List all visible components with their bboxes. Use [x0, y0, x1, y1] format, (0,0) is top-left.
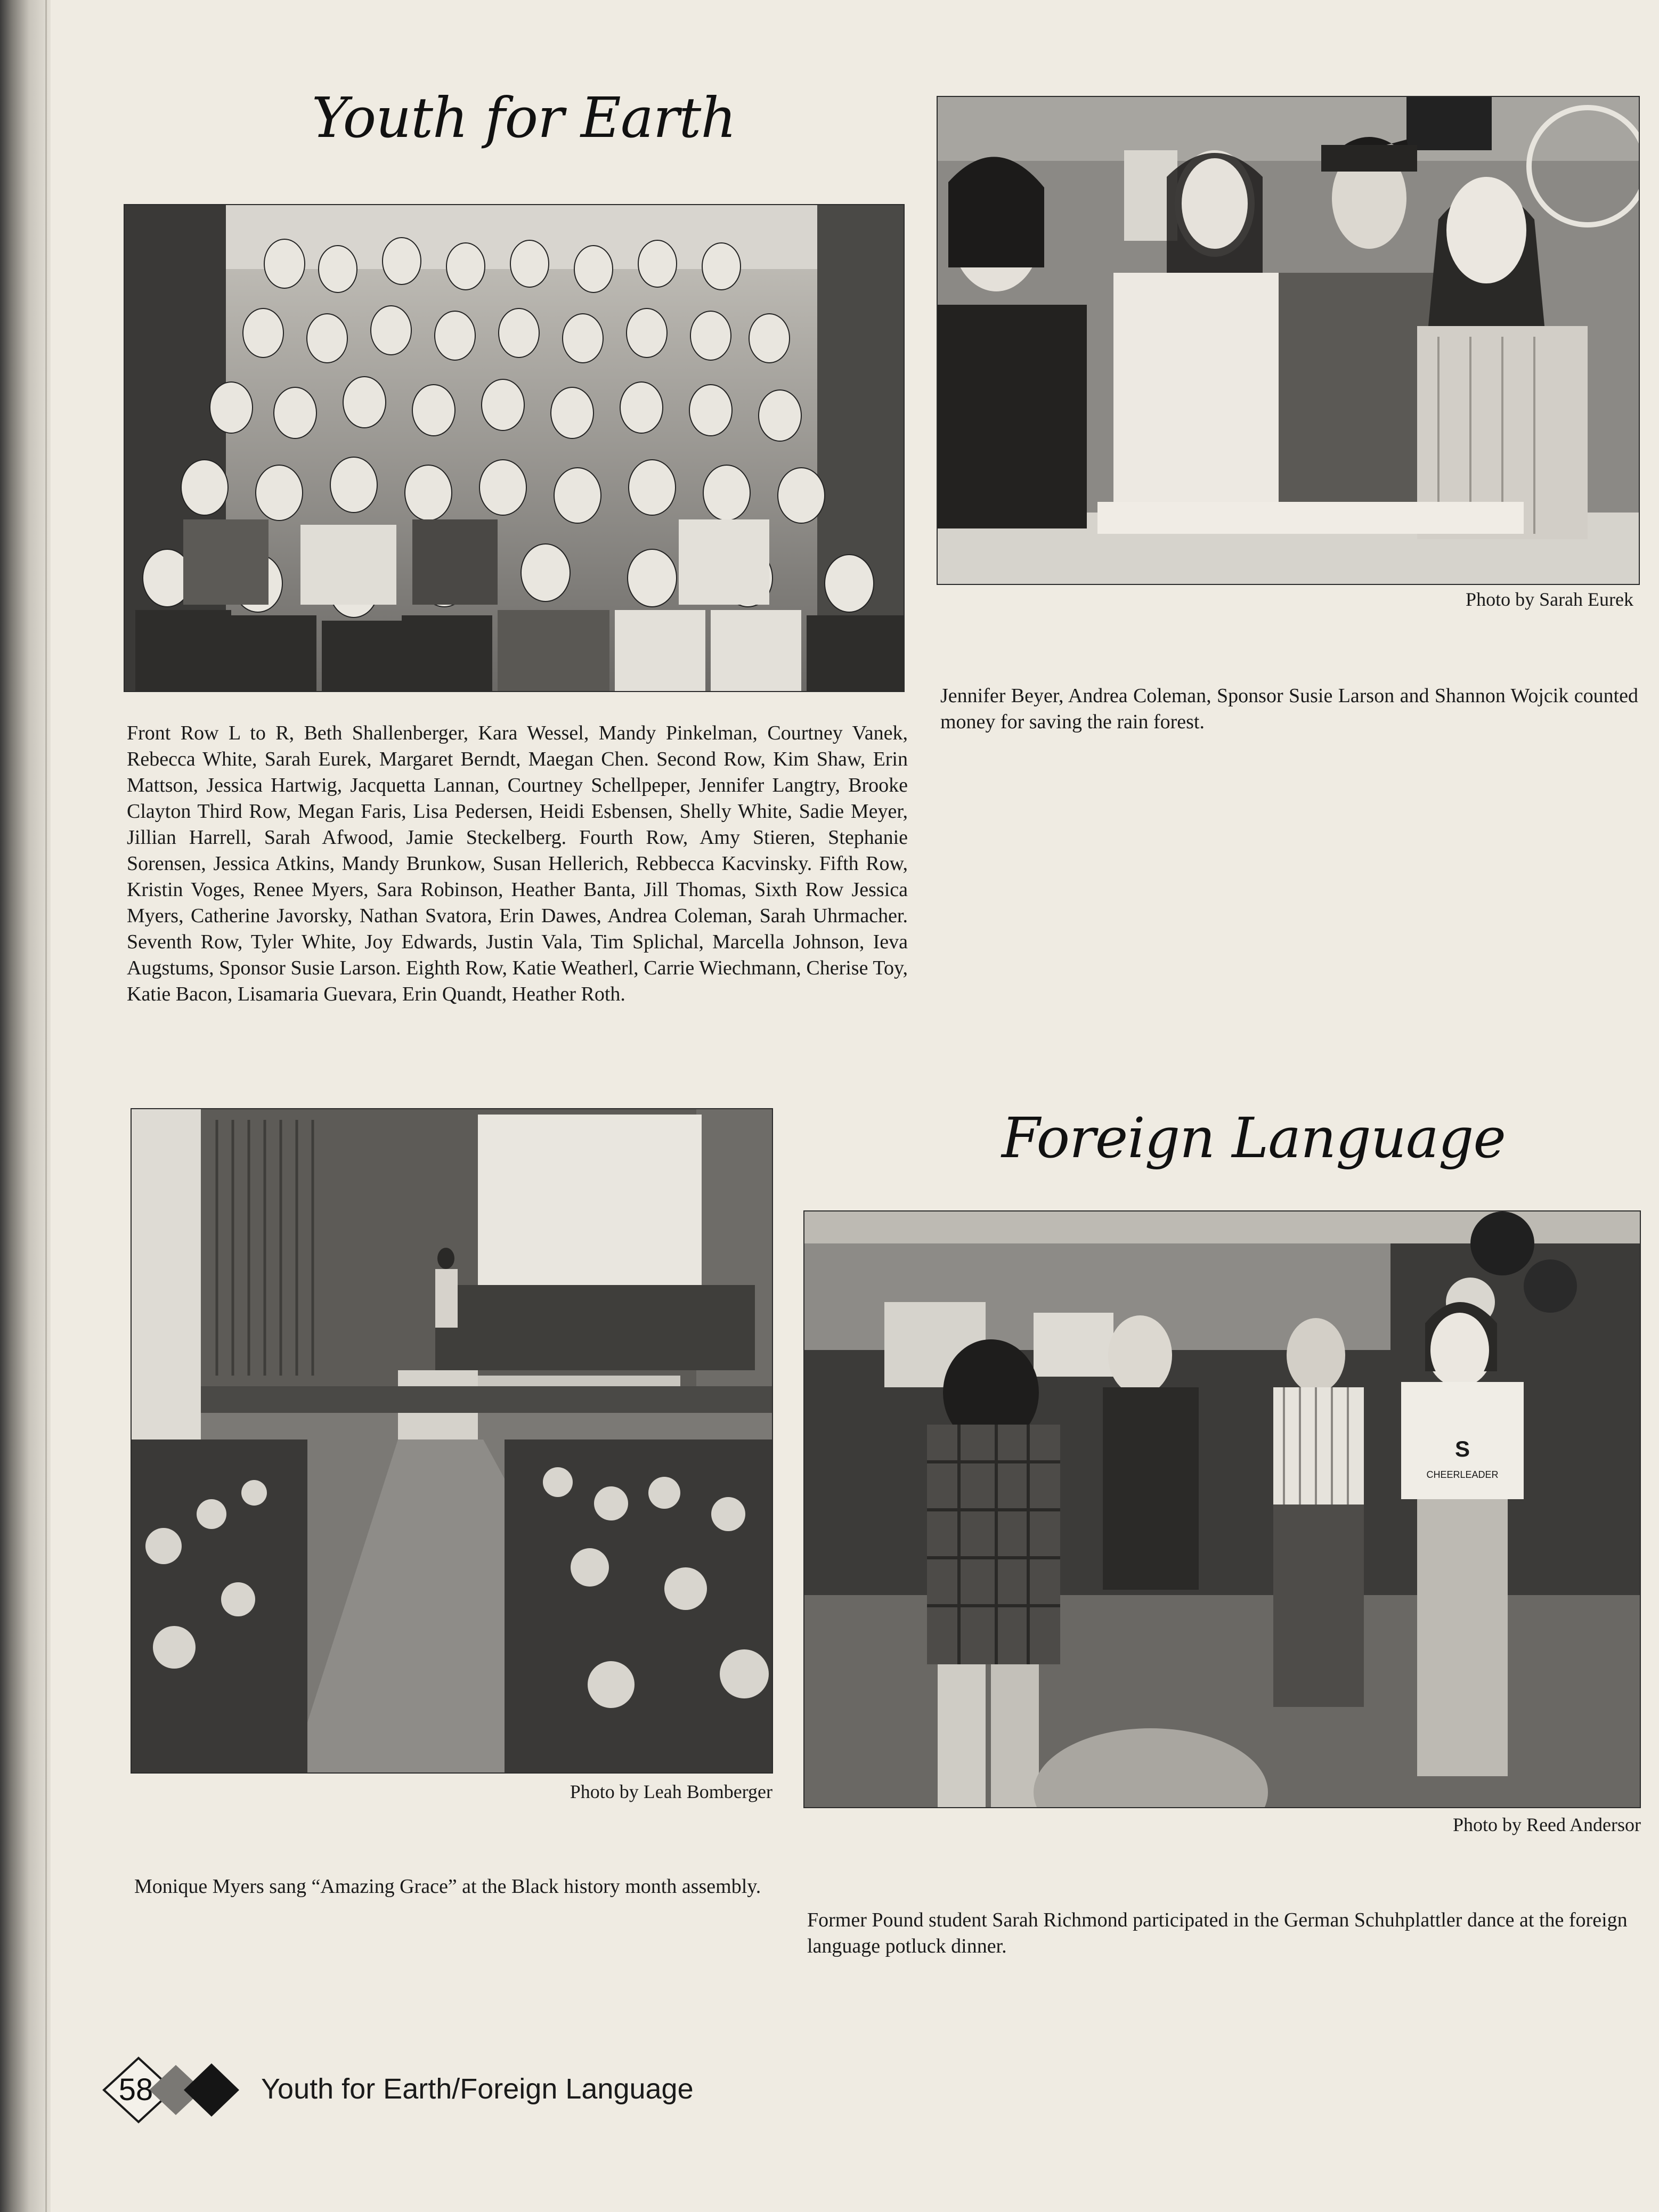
rain-forest-fundraiser-photo [937, 96, 1640, 585]
foreign-language-heading: Foreign Language [1002, 1105, 1506, 1170]
foreign-language-caption: Former Pound student Sarah Richmond participated in the German Schuhplattler dance at the foreign language potluck dinner. [807, 1909, 1628, 1957]
rain-forest-caption: Jennifer Beyer, Andrea Coleman, Sponsor Susie Larson and Shannon Wojcik counted money for saving the rain forest. [940, 685, 1638, 733]
black-history-assembly-photo [131, 1108, 773, 1774]
foreign-language-dance-photo [803, 1210, 1641, 1808]
page-number: 58 [118, 2072, 153, 2107]
youth-for-earth-heading: Youth for Earth [312, 85, 736, 150]
page-binding-shadow [0, 0, 51, 2212]
assembly-photo-credit: Photo by Leah Bomberger [570, 1781, 772, 1802]
foreign-language-photo-credit: Photo by Reed Andersor [1453, 1814, 1641, 1835]
running-footer-title: Youth for Earth/Foreign Language [261, 2073, 694, 2105]
youth-for-earth-group-photo [124, 204, 905, 692]
youth-for-earth-group-caption: Front Row L to R, Beth Shallenberger, Kara Wessel, Mandy Pinkelman, Courtney Vanek, Rebecca White, Sarah Eurek, Margaret Berndt, Maegan Chen. Second Row, Kim Shaw, Erin Mattson, Jessica Hartwig, Jacquetta Lannan, Courtney Schellpeper, Jennifer Langtry, Brooke Clayton Third Row, Megan Faris, Lisa Pedersen, Heidi Esbensen, Shelly White, Sadie Meyer, Jillian Harrell, Sarah Afwood, Jamie Steckelberg. Fourth Row, Amy Stieren, Stephanie Sorensen, Jessica Atkins, Mandy Brunkow, Susan Hellerich, Rebbecca Kacvinsky. Fifth Row, Kristin Voges, Renee Myers, Sara Robinson, Heather Banta, Jill Thomas, Sixth Row Jessica Myers, Catherine Javorsky, Nathan Svatora, Erin Dawes, Andrea Coleman, Sarah Uhrmacher. Seventh Row, Tyler White, Joy Edwards, Justin Vala, Tim Splichal, Marcella Johnson, Ieva Augstums, Sponsor Susie Larson. Eighth Row, Katie Weatherl, Carrie Wiechmann, Cherise Toy, Katie Bacon, Lisamaria Guevara, Erin Quandt, Heather Roth. [127, 722, 908, 1005]
svg-text:S: S [1454, 1436, 1470, 1461]
assembly-caption: Monique Myers sang “Amazing Grace” at the Black history month assembly. [134, 1875, 761, 1898]
rain-forest-photo-credit: Photo by Sarah Eurek [1466, 589, 1633, 610]
cheerleader-shirt-text: CHEERLEADER [1426, 1469, 1499, 1480]
binding-edge-line [45, 0, 47, 2212]
